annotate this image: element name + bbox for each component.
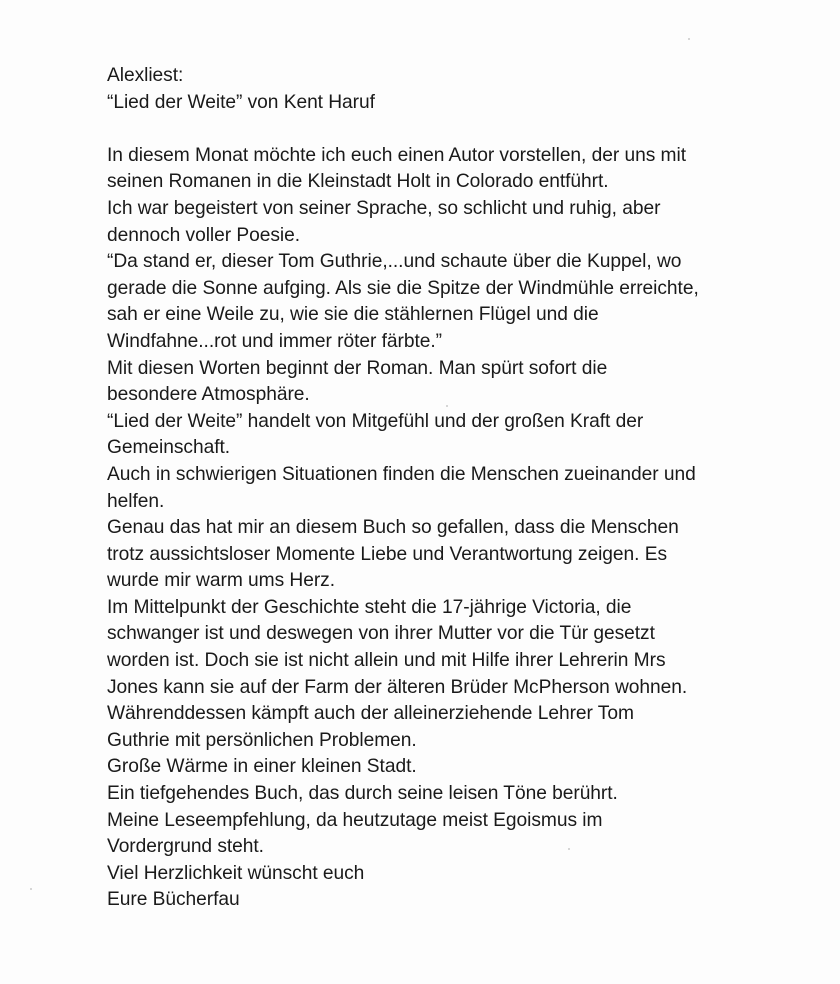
signature-line: Eure Bücherfau (107, 889, 240, 911)
body-line: Im Mittelpunkt der Geschichte steht die 17-jährige Victoria, die (107, 596, 632, 618)
body-line: wurde mir warm ums Herz. (107, 570, 336, 592)
body-line: besondere Atmosphäre. (107, 384, 310, 406)
body-line: Jones kann sie auf der Farm der älteren Brüder McPherson wohnen. (107, 676, 688, 698)
body-line: sah er eine Weile zu, wie sie die stählernen Flügel und die (107, 304, 599, 326)
body-line: Guthrie mit persönlichen Problemen. (107, 729, 417, 751)
scan-speck (446, 405, 448, 407)
body-line: Vordergrund steht. (107, 836, 264, 858)
book-title-line: “Lied der Weite” von Kent Haruf (107, 91, 375, 113)
body-line: “Lied der Weite” handelt von Mitgefühl und der großen Kraft der (107, 410, 644, 432)
body-line: Mit diesen Worten beginnt der Roman. Man spürt sofort die (107, 357, 608, 379)
body-line: Windfahne...rot und immer röter färbte.” (107, 330, 442, 352)
body-line: seinen Romanen in die Kleinstadt Holt in Colorado entführt. (107, 171, 609, 193)
body-line: Gemeinschaft. (107, 437, 231, 459)
body-line: gerade die Sonne aufging. Als sie die Spitze der Windmühle erreichte, (107, 277, 699, 299)
scan-speck (568, 848, 570, 850)
closing-line: Viel Herzlichkeit wünscht euch (107, 862, 365, 884)
body-line: Große Wärme in einer kleinen Stadt. (107, 756, 417, 778)
body-line: Genau das hat mir an diesem Buch so gefallen, dass die Menschen (107, 517, 679, 539)
body-line: Auch in schwierigen Situationen finden die Menschen zueinander und (107, 463, 696, 485)
body-line: worden ist. Doch sie ist nicht allein und mit Hilfe ihrer Lehrerin Mrs (107, 650, 666, 672)
scan-speck (688, 38, 690, 40)
author-line: Alexliest: (107, 65, 184, 86)
body-line: Währenddessen kämpft auch der alleinerziehende Lehrer Tom (107, 703, 634, 725)
body-line: schwanger ist und deswegen von ihrer Mutter vor die Tür gesetzt (107, 623, 655, 645)
body-line: Meine Leseempfehlung, da heutzutage meist Egoismus im (107, 809, 603, 831)
body-line: dennoch voller Poesie. (107, 224, 301, 246)
body-line: helfen. (107, 490, 165, 512)
body-line: Ein tiefgehendes Buch, das durch seine leisen Töne berührt. (107, 783, 618, 805)
body-line: Ich war begeistert von seiner Sprache, so schlicht und ruhig, aber (107, 197, 661, 219)
paragraph-gap (107, 116, 797, 143)
body-line: trotz aussichtsloser Momente Liebe und Verantwortung zeigen. Es (107, 543, 667, 565)
scan-speck (30, 888, 32, 890)
letter-text (107, 63, 797, 914)
body-line: In diesem Monat möchte ich euch einen Autor vorstellen, der uns mit (107, 144, 686, 166)
body-line: “Da stand er, dieser Tom Guthrie,...und schaute über die Kuppel, wo (107, 251, 682, 273)
